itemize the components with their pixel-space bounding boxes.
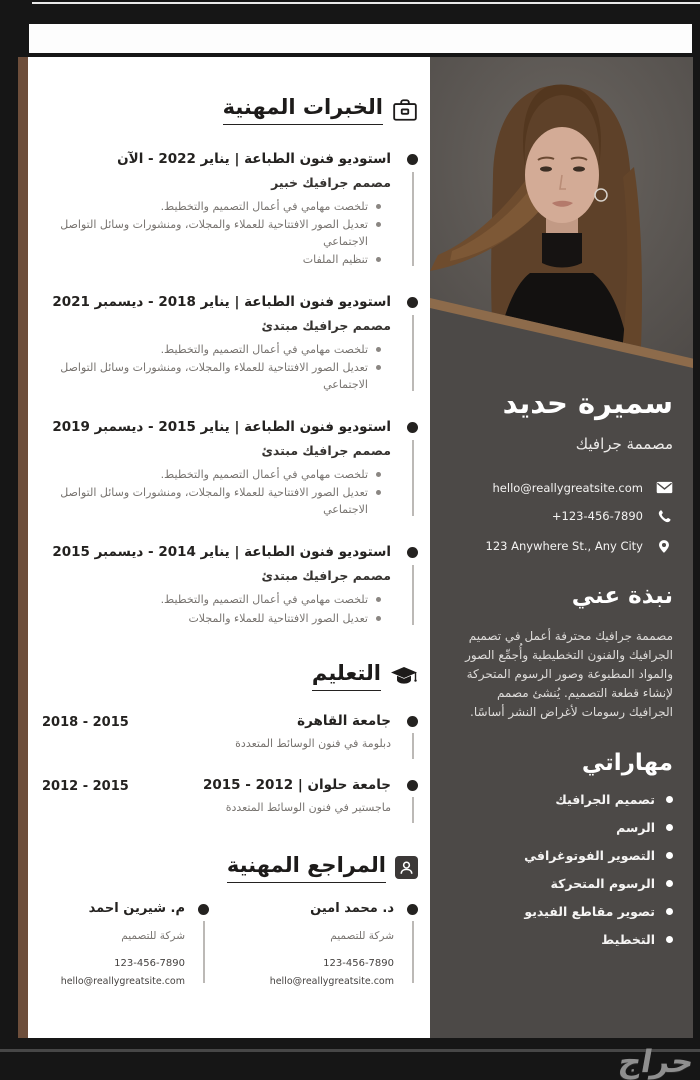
profile-photo [430,57,693,368]
skill-label: تصوير مقاطع الفيديو [524,903,655,919]
frame-top-white-band [29,24,692,53]
bullet-dot [666,936,673,943]
experience-title: استوديو فنون الطباعة | يناير 2018 - ديسمبر 2021 [52,294,391,311]
experience-bullet: تعديل الصور الافتتاحية للعملاء والمجلات، ومنشورات وسائل التواصل الاجتماعي [36,484,381,518]
education-school: جامعة حلوان | 2012 - 2015 [202,776,391,793]
contact-row-email [450,481,673,495]
timeline-rail [412,315,414,391]
references-row [36,901,418,987]
experience-entry [36,419,418,518]
timeline-dot [407,154,418,165]
education-school: جامعة القاهرة [297,712,391,729]
skill-label: تصميم الجرافيك [555,791,655,807]
timeline-dot [407,297,418,308]
experience-bullet: تلخصت مهامي في أعمال التصميم والتخطيط. [36,591,381,608]
bullet-dot [666,908,673,915]
contact-list [450,481,673,555]
phone-value: +123-456-7890 [551,509,643,524]
experience-bullet: تلخصت مهامي في أعمال التصميم والتخطيط. [36,466,381,483]
references-section-header [36,853,418,883]
education-dates: 2018 - 2015 [42,714,129,730]
skill-item [450,820,673,835]
phone-icon [655,509,673,524]
main-column [30,57,430,1038]
timeline-dot [407,547,418,558]
timeline-rail [412,440,414,516]
frame-bottom-line [0,1049,700,1052]
candidate-job-title: مصممة جرافيك [575,434,673,453]
reference-name: د. محمد امين [310,900,394,916]
experience-bullet: تنظيم الملفات [36,251,381,268]
timeline-rail [412,172,414,266]
experience-role: مصمم جرافيك مبتدئ [261,318,391,334]
email-value: hello@reallygreatsite.com [492,480,643,495]
experience-title: استوديو فنون الطباعة | يناير 2022 - الآن [117,151,391,167]
experience-section-title: الخبرات المهنية [223,95,383,125]
sidebar-content [430,368,693,1038]
timeline-dot [407,780,418,791]
watermark-logo: حراج [616,1044,698,1080]
reference-phone: 123-456-7890 [114,957,185,969]
education-degree: دبلومة في فنون الوسائط المتعددة [235,736,391,750]
skill-item [450,848,673,863]
references-section-title: المراجع المهنية [227,853,386,883]
education-entry [36,777,418,823]
timeline-rail [412,797,414,823]
skill-label: التصوير الفوتوغرافي [524,847,655,863]
skill-item [450,876,673,891]
experience-entry [36,544,418,626]
reference-card [245,901,418,987]
contact-row-phone [450,509,673,524]
skills-list [450,792,673,947]
frame-top-hairline [32,2,700,4]
skill-item [450,792,673,807]
address-value: 123 Anywhere St., Any City [485,539,643,554]
experience-role: مصمم جرافيك مبتدئ [261,568,391,584]
timeline-rail [203,921,205,983]
experience-role: مصمم جرافيك خبير [271,175,391,190]
skill-label: التخطيط [601,931,655,947]
education-section-header [36,661,418,691]
education-degree: ماجستير في فنون الوسائط المتعددة [225,800,391,814]
experience-role: مصمم جرافيك مبتدئ [261,443,391,459]
skill-item [450,932,673,947]
skill-item [450,904,673,919]
timeline-dot [407,422,418,433]
bullet-dot [666,796,673,803]
reference-email: hello@reallygreatsite.com [60,975,185,987]
experience-section-header [36,95,418,125]
experience-bullets [36,341,381,393]
education-section-title: التعليم [312,661,381,691]
skill-label: الرسوم المتحركة [550,875,655,891]
briefcase-icon [392,98,418,122]
page-left-edge [18,57,28,1038]
experience-entry [36,294,418,393]
bullet-dot [666,824,673,831]
experience-title: استوديو فنون الطباعة | يناير 2014 - ديسمبر 2015 [52,544,391,561]
reference-company: شركة للتصميم [121,929,185,942]
person-badge-icon [395,856,418,879]
about-text: مصممة جرافيك محترفة أعمل في تصميم الجرافيك والفنون التخطيطية وأُجمِّع الصور والمواد المطبوعة وصور الرسوم المتحركة لإنشاء قطعة التصميم. يُنشئ مصمم الجرافيك رسومات لأغراض النشر أساسًا. [465,628,673,719]
candidate-name: سميرة حديد [502,386,673,420]
timeline-dot [407,716,418,727]
experience-bullet: تعديل الصور الافتتاحية للعملاء والمجلات، ومنشورات وسائل التواصل الاجتماعي [36,359,381,393]
email-icon [655,481,673,494]
contact-row-address [450,538,673,555]
experience-bullets [36,591,381,626]
reference-card [36,901,209,987]
timeline-dot [407,904,418,915]
timeline-rail [412,921,414,983]
skills-section-title: مهاراتي [581,749,673,776]
experience-bullet: تعديل الصور الافتتاحية للعملاء والمجلات [36,610,381,627]
education-dates: 2012 - 2015 [42,778,129,794]
reference-company: شركة للتصميم [330,929,394,942]
experience-bullet: تلخصت مهامي في أعمال التصميم والتخطيط. [36,341,381,358]
graduation-cap-icon [390,666,418,686]
about-section-title: نبذة عني [571,582,673,609]
bullet-dot [666,852,673,859]
experience-bullets [36,198,381,268]
timeline-rail [412,565,414,624]
reference-phone: 123-456-7890 [323,957,394,969]
reference-email: hello@reallygreatsite.com [269,975,394,987]
timeline-rail [412,733,414,759]
skill-label: الرسم [616,819,655,835]
experience-entry [36,151,418,268]
education-entry [36,713,418,759]
location-icon [655,538,673,555]
experience-title: استوديو فنون الطباعة | يناير 2015 - ديسمبر 2019 [52,419,391,436]
experience-bullet: تلخصت مهامي في أعمال التصميم والتخطيط. [36,198,381,215]
sidebar [430,57,693,1038]
experience-bullet: تعديل الصور الافتتاحية للعملاء والمجلات، ومنشورات وسائل التواصل الاجتماعي [36,216,381,250]
resume-page [18,57,693,1038]
reference-name: م. شيرين احمد [88,900,185,916]
experience-bullets [36,466,381,518]
timeline-dot [198,904,209,915]
bullet-dot [666,880,673,887]
